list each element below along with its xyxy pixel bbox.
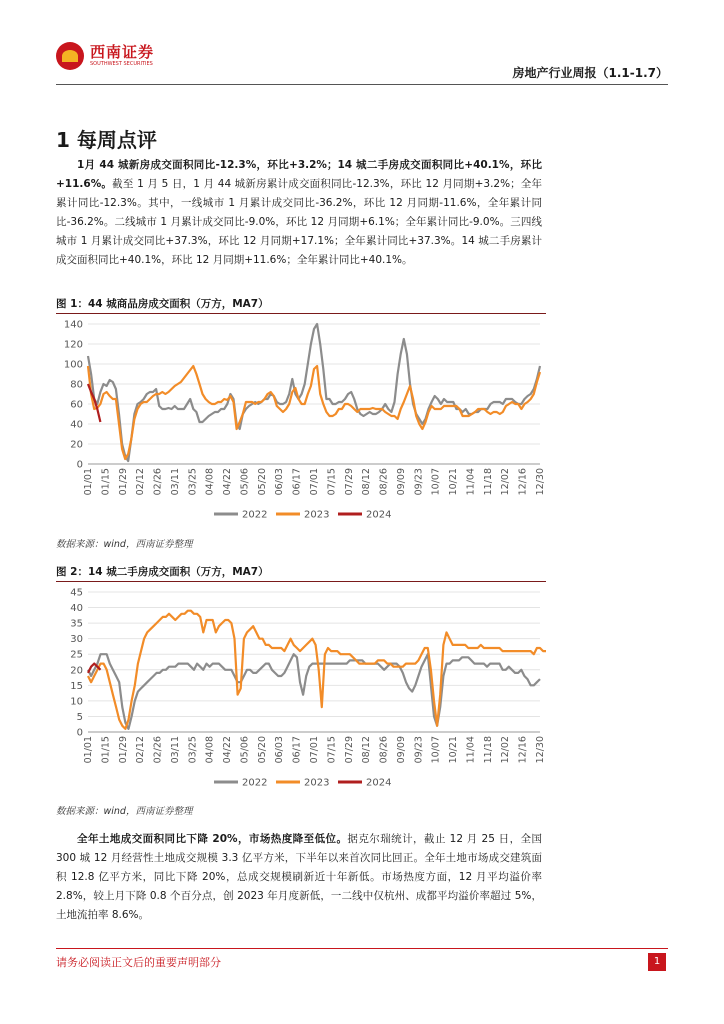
figure-1-title: 图 1：44 城商品房成交面积（万方，MA7） bbox=[56, 298, 269, 310]
x-tick-label: 05/20 bbox=[256, 736, 268, 764]
x-tick-label: 03/25 bbox=[187, 468, 199, 496]
figure-1-source: 数据来源：wind，西南证券整理 bbox=[56, 539, 193, 550]
y-tick-label: 15 bbox=[70, 680, 83, 692]
legend-label: 2024 bbox=[366, 777, 392, 789]
x-tick-label: 10/21 bbox=[448, 736, 460, 764]
page-number: 1 bbox=[648, 953, 666, 971]
y-tick-label: 10 bbox=[70, 696, 83, 708]
legend-label: 2022 bbox=[242, 777, 268, 789]
x-tick-label: 04/08 bbox=[204, 468, 216, 496]
paragraph-2-body: 据克尔瑞统计，截止 12 月 25 日，全国 300 城 12 月经营性土地成交规模 3.3 亿平方米，下半年以来首次同比回正。全年土地市场成交建筑面积 12.8 亿平方米，同比下降 20%，总成交规模刷新近十年新低。市场热度方面，12 月平均溢价率 2.8%，较上月下降 0.8 个百分点，创 2023 年月度新低，一二线中仅杭州、成都平均溢价率超过 5%，土地流拍率 8.6%。 bbox=[56, 833, 542, 921]
y-tick-label: 80 bbox=[70, 379, 83, 391]
y-tick-label: 40 bbox=[70, 603, 83, 615]
y-tick-label: 20 bbox=[70, 439, 83, 451]
x-tick-label: 09/09 bbox=[395, 468, 407, 496]
x-tick-label: 03/11 bbox=[169, 736, 181, 764]
y-tick-label: 100 bbox=[63, 359, 83, 371]
x-tick-label: 09/23 bbox=[413, 736, 425, 764]
y-tick-label: 45 bbox=[70, 587, 83, 599]
x-tick-label: 07/29 bbox=[343, 736, 355, 764]
x-tick-label: 06/03 bbox=[274, 468, 286, 496]
figure-1-chart bbox=[56, 316, 546, 528]
figure-2-chart bbox=[56, 584, 546, 796]
paragraph-1 bbox=[56, 156, 542, 270]
legend-label: 2022 bbox=[242, 509, 268, 521]
x-tick-label: 01/01 bbox=[83, 736, 94, 764]
x-tick-label: 04/22 bbox=[222, 736, 234, 764]
x-tick-label: 11/04 bbox=[465, 468, 477, 496]
x-tick-label: 01/01 bbox=[83, 468, 94, 496]
x-tick-label: 01/15 bbox=[100, 736, 112, 764]
x-tick-label: 12/16 bbox=[517, 736, 529, 764]
paragraph-1-lead: 1月 44 城新房成交面积同比-12.3%，环比+3.2%；14 城二手房成交面积同比+40.1%，环比+11.6%。 bbox=[56, 159, 542, 190]
x-tick-label: 07/15 bbox=[326, 736, 338, 764]
legend-label: 2023 bbox=[304, 777, 330, 789]
x-tick-label: 09/23 bbox=[413, 468, 425, 496]
x-tick-label: 05/20 bbox=[256, 468, 268, 496]
x-tick-label: 07/29 bbox=[343, 468, 355, 496]
report-title: 房地产行业周报（1.1-1.7） bbox=[512, 66, 668, 80]
figure-2-rule bbox=[56, 581, 546, 582]
y-tick-label: 25 bbox=[70, 649, 83, 661]
x-tick-label: 10/21 bbox=[448, 468, 460, 496]
series-line-2022 bbox=[88, 324, 540, 461]
y-tick-label: 35 bbox=[70, 618, 83, 630]
figure-2-source: 数据来源：wind，西南证券整理 bbox=[56, 806, 193, 817]
x-tick-label: 08/26 bbox=[378, 736, 390, 764]
x-tick-label: 07/15 bbox=[326, 468, 338, 496]
y-tick-label: 120 bbox=[63, 339, 83, 351]
legend-label: 2023 bbox=[304, 509, 330, 521]
x-tick-label: 07/01 bbox=[309, 468, 320, 496]
x-tick-label: 06/17 bbox=[291, 468, 303, 496]
y-tick-label: 20 bbox=[70, 665, 83, 677]
x-tick-label: 03/25 bbox=[187, 736, 199, 764]
paragraph-1-body: 截至 1 月 5 日，1 月 44 城新房累计成交面积同比-12.3%，环比 12 月同期+3.2%；全年累计同比-12.3%。其中，一线城市 1 月累计成交同比-36.2%，环比 12 月同期-11.6%，全年累计同比-36.2%。二线城市 1 月累计成交同比-9.0%，环比 12 月同期+6.1%；全年累计同比-9.0%。三四线城市 1 月累计成交同比+37.3%，环比 12 月同期+17.1%；全年累计同比+37.3%。14 城二手房累计成交面积同比+40.1%，环比 12 月同期+11.6%；全年累计同比+40.1%。 bbox=[56, 178, 542, 266]
x-tick-label: 08/26 bbox=[378, 468, 390, 496]
logo-name-en: SOUTHWEST SECURITIES bbox=[90, 61, 153, 67]
paragraph-2-lead: 全年土地成交面积同比下降 20%，市场热度降至低位。 bbox=[77, 833, 348, 845]
x-tick-label: 02/12 bbox=[135, 736, 147, 764]
figure-2-title: 图 2：14 城二手房成交面积（万方，MA7） bbox=[56, 566, 269, 578]
x-tick-label: 12/16 bbox=[517, 468, 529, 496]
logo-name: 西南证券 bbox=[90, 43, 155, 61]
x-tick-label: 08/12 bbox=[361, 736, 373, 764]
y-tick-label: 0 bbox=[76, 459, 83, 471]
x-tick-label: 10/07 bbox=[430, 736, 442, 764]
x-tick-label: 03/11 bbox=[169, 468, 181, 496]
paragraph-2 bbox=[56, 830, 542, 925]
x-tick-label: 12/02 bbox=[500, 736, 512, 764]
x-tick-label: 08/12 bbox=[361, 468, 373, 496]
x-tick-label: 11/18 bbox=[482, 736, 494, 764]
logo-icon bbox=[56, 42, 84, 70]
x-tick-label: 05/06 bbox=[239, 736, 251, 764]
y-tick-label: 140 bbox=[63, 319, 83, 331]
x-tick-label: 02/26 bbox=[152, 736, 164, 764]
x-tick-label: 06/17 bbox=[291, 736, 303, 764]
brand-logo bbox=[56, 42, 154, 70]
series-line-2023 bbox=[88, 366, 540, 459]
x-tick-label: 01/29 bbox=[117, 736, 129, 764]
x-tick-label: 07/01 bbox=[309, 736, 320, 764]
x-tick-label: 05/06 bbox=[239, 468, 251, 496]
section-title: 1 每周点评 bbox=[56, 128, 157, 152]
x-tick-label: 06/03 bbox=[274, 736, 286, 764]
figure-1-rule bbox=[56, 313, 546, 314]
y-tick-label: 30 bbox=[70, 634, 83, 646]
x-tick-label: 04/08 bbox=[204, 736, 216, 764]
x-tick-label: 12/30 bbox=[535, 736, 546, 764]
x-tick-label: 02/26 bbox=[152, 468, 164, 496]
x-tick-label: 09/09 bbox=[395, 736, 407, 764]
x-tick-label: 04/22 bbox=[222, 468, 234, 496]
y-tick-label: 0 bbox=[76, 727, 83, 739]
series-line-2022 bbox=[88, 654, 540, 729]
x-tick-label: 10/07 bbox=[430, 468, 442, 496]
x-tick-label: 12/30 bbox=[535, 468, 546, 496]
x-tick-label: 01/15 bbox=[100, 468, 112, 496]
disclaimer-note: 请务必阅读正文后的重要声明部分 bbox=[56, 956, 221, 969]
header-divider bbox=[56, 84, 668, 85]
y-tick-label: 5 bbox=[76, 711, 83, 723]
x-tick-label: 01/29 bbox=[117, 468, 129, 496]
x-tick-label: 02/12 bbox=[135, 468, 147, 496]
x-tick-label: 12/02 bbox=[500, 468, 512, 496]
x-tick-label: 11/18 bbox=[482, 468, 494, 496]
y-tick-label: 60 bbox=[70, 399, 83, 411]
x-tick-label: 11/04 bbox=[465, 736, 477, 764]
y-tick-label: 40 bbox=[70, 419, 83, 431]
legend-label: 2024 bbox=[366, 509, 392, 521]
footer-divider bbox=[56, 948, 668, 949]
